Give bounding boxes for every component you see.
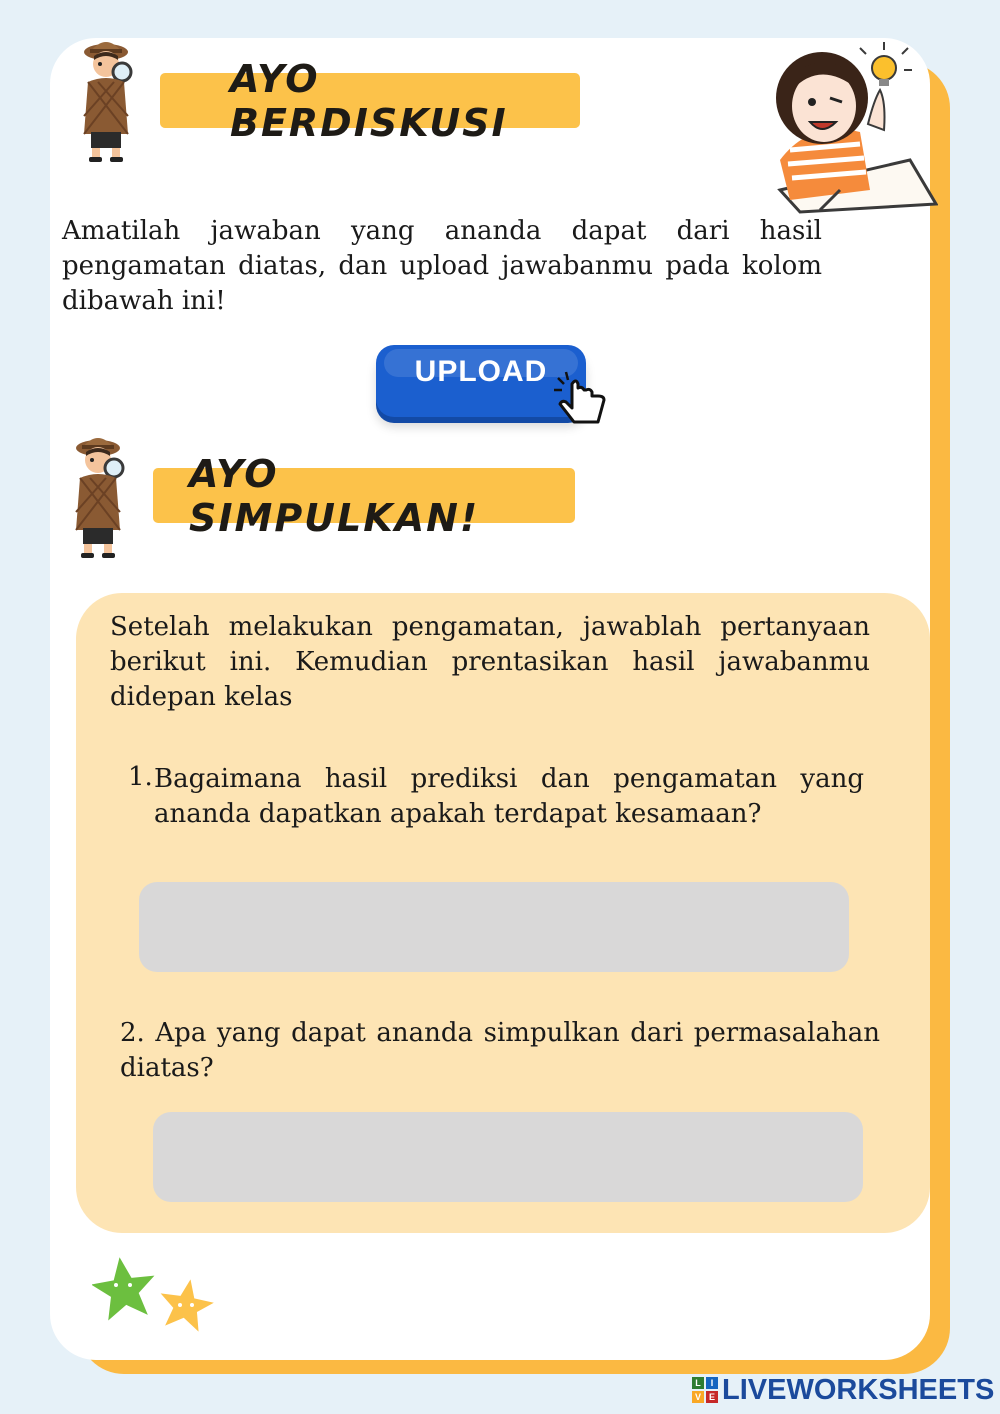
lightbulb-icon [872, 56, 896, 80]
stars-decoration [92, 1255, 218, 1337]
pointer-cursor-icon [552, 370, 618, 436]
section-title-berdiskusi: AYO BERDISKUSI [160, 73, 580, 128]
section-title-simpulkan: AYO SIMPULKAN! [153, 468, 575, 523]
panel-intro-text: Setelah melakukan pengamatan, jawablah pertanyaan berikut ini. Kemudian prentasikan hasil jawabanmu didepan kelas [110, 612, 870, 712]
detective-icon [70, 432, 136, 560]
badge-letter: V [692, 1391, 704, 1403]
question-2-body: Apa yang dapat ananda simpulkan dari permasalahan diatas? [120, 1018, 880, 1083]
instruction-text: Amatilah jawaban yang ananda dapat dari hasil pengamatan diatas, dan upload jawabanmu pada kolom dibawah ini! [62, 216, 822, 316]
green-star-icon [92, 1255, 160, 1322]
liveworksheets-badge [692, 1377, 718, 1403]
detective-icon [78, 36, 144, 164]
yellow-star-icon [155, 1275, 217, 1334]
badge-letter: L [692, 1377, 704, 1389]
upload-button-label: UPLOAD [414, 355, 548, 388]
question-1-number: 1. [128, 762, 153, 792]
question-1-text: Bagaimana hasil prediksi dan pengamatan yang ananda dapatkan apakah terdapat kesamaan? [154, 764, 864, 829]
badge-letter: I [706, 1377, 718, 1389]
answer-1-input[interactable] [139, 882, 849, 972]
brand-text: LIVEWORKSHEETS [722, 1373, 995, 1406]
badge-letter: E [706, 1391, 718, 1403]
answer-2-input[interactable] [153, 1112, 863, 1202]
liveworksheets-logo [692, 1374, 994, 1406]
question-2-text [120, 1016, 880, 1086]
girl-idea-icon [760, 40, 938, 216]
question-2-number: 2. [120, 1018, 145, 1048]
